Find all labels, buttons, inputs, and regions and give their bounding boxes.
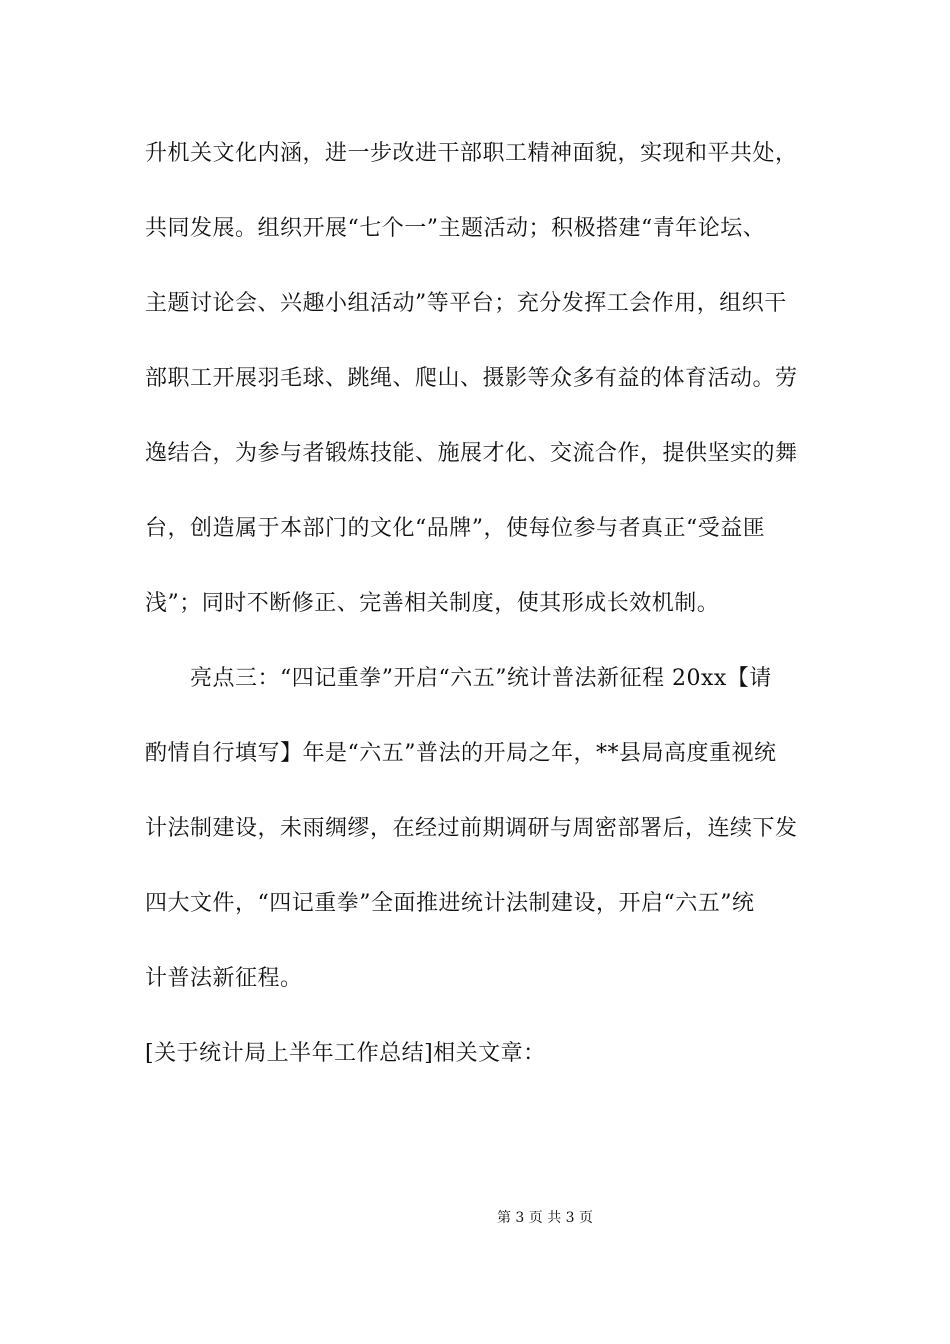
text-line: 酌情自行填写】年是“六五”普法的开局之年，**县局高度重视统 [145,741,777,766]
text-line: 共同发展。组织开展“七个一”主题活动；积极搭建“青年论坛、 [145,216,766,241]
text-line: 四大文件，“四记重拳”全面推进统计法制建设，开启“六五”统 [145,891,755,916]
text-line: 台，创造属于本部门的文化“品牌”，使每位参与者真正“受益匪 [145,516,766,541]
text-line: 计法制建设，未雨绸缪，在经过前期调研与周密部署后，连续下发 [145,816,798,841]
text-line: 亮点三：“四记重拳”开启“六五”统计普法新征程 20xx【请 [190,666,772,691]
text-line: 计普法新征程。 [145,966,303,991]
text-line: 部职工开展羽毛球、跳绳、爬山、摄影等众多有益的体育活动。劳 [145,366,798,391]
text-line: 浅”；同时不断修正、完善相关制度，使其形成长效机制。 [145,591,720,616]
text-line: 主题讨论会、兴趣小组活动”等平台；充分发挥工会作用，组织干 [145,291,787,316]
text-line: 逸结合，为参与者锻炼技能、施展才化、交流合作，提供坚实的舞 [145,441,798,466]
text-line: 升机关文化内涵，进一步改进干部职工精神面貌，实现和平共处， [145,141,798,166]
related-articles-heading: [关于统计局上半年工作总结]相关文章： [145,1041,546,1066]
page-number: 第 3 页 共 3 页 [496,1210,594,1226]
